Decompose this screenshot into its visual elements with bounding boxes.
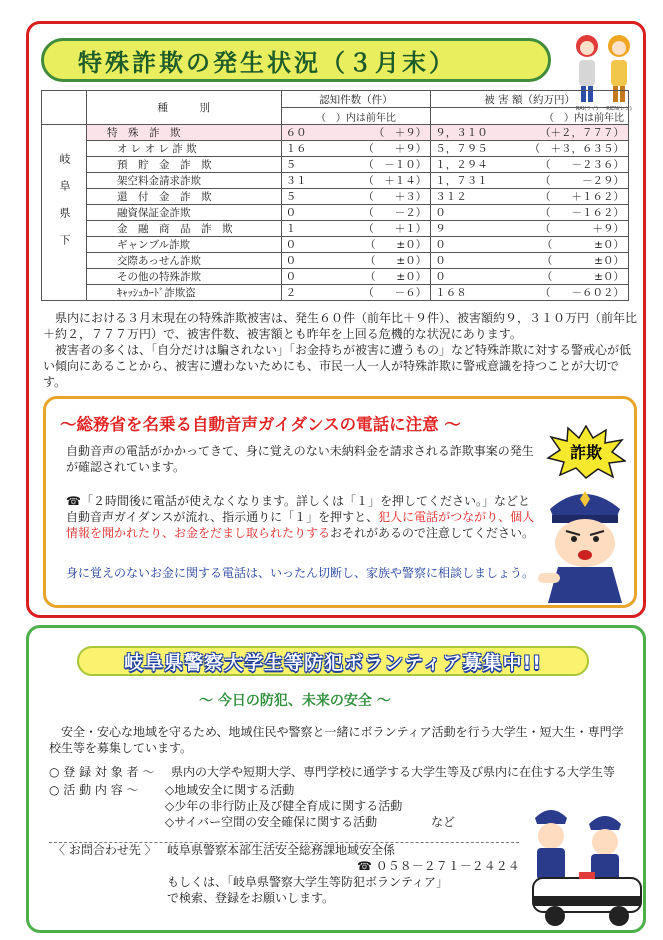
robot-caption-rien: RIEN(レン) [606, 106, 632, 112]
table-row: ギャンブル詐欺 ０ （ ±０） ０ （ ±０） [42, 237, 629, 253]
activity-list [165, 782, 402, 830]
contact-label: 〈 お問合わせ先 〉 [53, 843, 157, 857]
header-amount: 被 害 額（約万円） [431, 91, 629, 108]
list-item: ◇サイバー空間の安全確保に関する活動 [165, 815, 378, 829]
alert-title: ～総務省を名乗る自動音声ガイダンスの電話に注意 ～ [60, 415, 461, 434]
table-row: ｷｬｯｼｭｶｰﾄﾞ詐欺盗 ２ （ －６） １６８ （ －６０２） [42, 285, 629, 301]
alert-paragraph-3: 身に覚えのないお金に関する電話は、いったん切断し、家族や警察に相談しましょう。 [66, 566, 535, 580]
target-label: ○ 登 録 対 象 者 ～ [49, 765, 155, 779]
auto-voice-alert-box [43, 396, 637, 608]
burst-label: 詐欺 [569, 443, 603, 462]
section-title-pill [41, 38, 551, 82]
robot-caption-rai: RAI(ライ) [576, 106, 598, 112]
contact-search-1: もしくは、「岐阜県警察大学生等防犯ボランティア」 [167, 875, 449, 889]
list-item: ◇地域安全に関する活動 [165, 783, 295, 797]
contact-search-2: で検索、登録をお願いします。 [167, 891, 335, 905]
status-paragraph-2: 被害者の多くは、「自分だけは騙されない」「お金持ちが被害に遭うもの」など特殊詐欺に対する警戒心が低い傾向にあることから、被害に遭わないためにも、市民一人一人が特殊詐欺に警戒意識を持つことが大切です。 [43, 343, 632, 389]
table-row: 架空料金請求詐欺 ３１ （ ＋１４） １，７３１ （ －２９） [42, 173, 629, 189]
activity-etc: など [431, 815, 456, 829]
table-row: 交際あっせん詐欺 ０ （ ±０） ０ （ ±０） [42, 253, 629, 269]
header-type: 種 別 [86, 91, 281, 125]
police-mascot-icon [536, 475, 632, 605]
volunteer-banner [77, 646, 589, 676]
alert-paragraph-2: ☎「２時間後に電話が使えなくなります。詳しくは「１」を押してください。」などと 自動音声ガイダンスが流れ、指示通りに「１」を押すと、犯人に電話がつながり、個人情報を聞かれたり、お金をだまし取られたりするおそれがあるので注意してください。 [66, 494, 535, 540]
activity-label: ○ 活 動 内 容 ～ [49, 783, 139, 797]
status-paragraph-1: 県内における３月末現在の特殊詐欺被害は、発生６０件（前年比＋９件）、被害額約９，３１０万円（前年比＋約２，７７７万円）で、被害件数、被害額とも昨年を上回る危機的な状況にあります。 [43, 311, 638, 341]
burst-icon [546, 425, 626, 479]
target-text: 県内の大学や短期大学、専門学校に通学する大学生等及び県内に在住する大学生等 [171, 765, 616, 779]
header-count-sub: （ ）内は前年比 [281, 108, 431, 125]
contact-tel: ☎ ０５８－２７１－２４２４ [357, 859, 520, 873]
section-title: 特殊詐欺の発生状況（３月末） [78, 48, 456, 77]
slogan: ～ 今日の防犯、未来の安全 ～ [199, 693, 391, 709]
header-amount-sub: （ ）内は前年比 [431, 108, 629, 125]
prefecture-label: 岐阜県下 [42, 125, 87, 301]
table-row: その他の特殊詐欺 ０ （ ±０） ０ （ ±０） [42, 269, 629, 285]
alert-paragraph-1: 自動音声の電話がかかってきて、身に覚えのない未納料金を請求される詐欺事案の発生が確認されています。 [66, 444, 534, 474]
fraud-status-section [26, 21, 646, 618]
table-row: 還 付 金 詐 欺 ５ （ ＋３） ３１２ （ ＋１６２） [42, 189, 629, 205]
patrol-car-icon [529, 798, 645, 930]
table-row: 融資保証金詐欺 ０ （ －２） ０ （ －１６２） [42, 205, 629, 221]
contact-org: 岐阜県警察本部生活安全総務課地域安全係 [167, 843, 396, 857]
volunteer-recruit-section [26, 625, 646, 933]
volunteer-banner-text: 岐阜県警察大学生等防犯ボランティア募集中!! [124, 651, 542, 674]
table-row: 預 貯 金 詐 欺 ５ （ －１０） １，２９４ （ －２３６） [42, 157, 629, 173]
table-row: 金 融 商 品 詐 欺 １ （ ＋１） ９ （ ＋９） [42, 221, 629, 237]
list-item: ◇少年の非行防止及び健全育成に関する活動 [165, 799, 403, 813]
status-paragraphs [43, 310, 637, 390]
table-row-total: 岐阜県下 特 殊 詐 欺 ６０ （ ＋９） ９，３１０ （＋２，７７７） [42, 125, 629, 141]
volunteer-intro: 安全・安心な地域を守るため、地域住民や警察と一緒にボランティア活動を行う大学生・短大生・専門学校生等を募集しています。 [49, 725, 624, 755]
fraud-statistics-table [41, 90, 629, 301]
table-row: オ レ オ レ 詐 欺 １６ （ ＋９） ５，７９５ （ ＋３，６３５） [42, 141, 629, 157]
header-count: 認知件数（件） [281, 91, 431, 108]
